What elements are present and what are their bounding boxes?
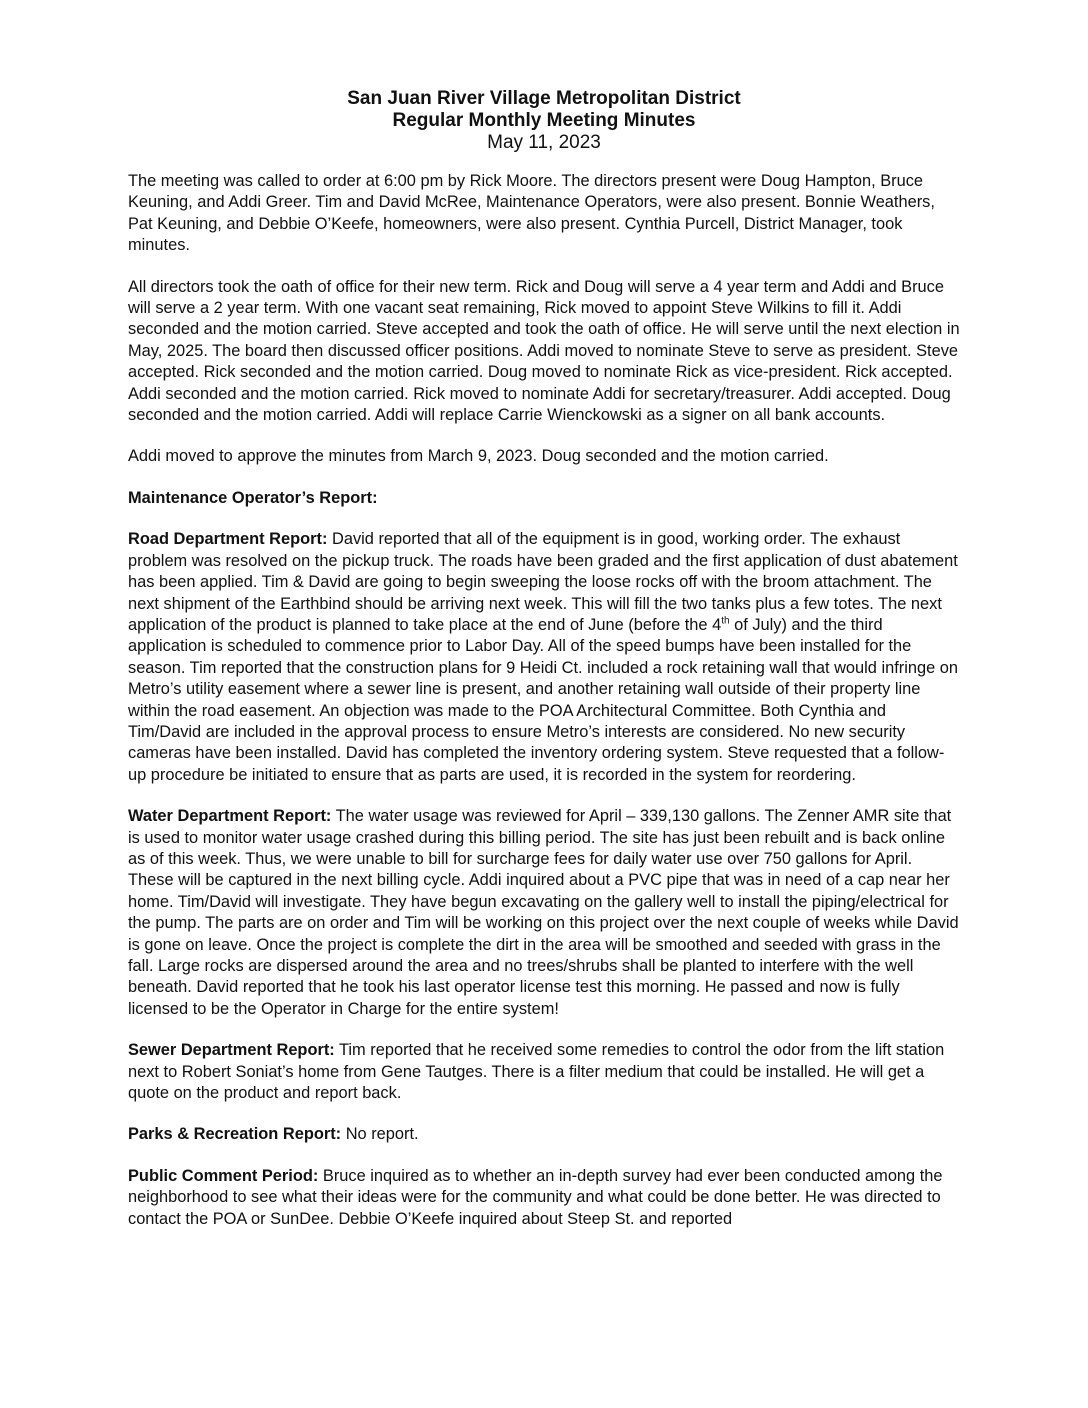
road-report-label: Road Department Report: bbox=[128, 530, 328, 549]
road-report-text-part1: David reported that all of the equipment is in good, working order. The exhaust problem was resolved on the pickup truck. The roads have been graded and the first application of dust abatement has been applied. Tim & David are going to begin sweeping the loose rocks off with the broom attachment. The next shipment of the Earthbind should be arriving next week. This will fill the two tanks plus a few totes. The next application of the product is planned to take place at the end of June (before the 4 bbox=[128, 530, 958, 634]
parks-recreation-report bbox=[128, 1124, 960, 1145]
water-report-text: The water usage was reviewed for April – 339,130 gallons. The Zenner AMR site that is used to monitor water usage crashed during this billing period. The site has just been rebuilt and is back online as of this week. Thus, we were unable to bill for surcharge fees for daily water use over 750 gallons for April. These will be captured in the next billing cycle. Addi inquired about a PVC pipe that was in need of a cap near her home. Tim/David will investigate. They have begun excavating on the gallery well to install the piping/electrical for the pump. The parts are on order and Tim will be working on this project over the next couple of weeks while David is gone on leave. Once the project is complete the dirt in the area will be smoothed and seeded with grass in the fall. Large rocks are dispersed around the area and no trees/shrubs shall be planted to interfere with the well beneath. David reported that he took his last operator license test this morning. He passed and now is fully licensed to be the Operator in Charge for the entire system! bbox=[128, 807, 959, 1018]
document-subtitle: Regular Monthly Meeting Minutes bbox=[392, 110, 696, 131]
water-department-report bbox=[128, 806, 960, 1020]
document-header bbox=[128, 88, 960, 154]
road-report-superscript: th bbox=[721, 615, 730, 627]
sewer-report-label: Sewer Department Report: bbox=[128, 1041, 335, 1060]
public-comment-section bbox=[128, 1166, 960, 1230]
oath-paragraph: All directors took the oath of office for their new term. Rick and Doug will serve a 4 year term and Addi and Bruce will serve a 2 year term. With one vacant seat remaining, Rick moved to appoint Steve Wilkins to fill it. Addi seconded and the motion carried. Steve accepted and took the oath of office. He will serve until the next election in May, 2025. The board then discussed officer positions. Addi moved to nominate Steve to serve as president. Steve accepted. Rick seconded and the motion carried. Doug moved to nominate Rick as vice-president. Rick accepted. Addi seconded and the motion carried. Rick moved to nominate Addi for secretary/treasurer. Addi accepted. Doug seconded and the motion carried. Addi will replace Carrie Wienckowski as a signer on all bank accounts. bbox=[128, 277, 960, 425]
minutes-approval-paragraph: Addi moved to approve the minutes from March 9, 2023. Doug seconded and the motion carried. bbox=[128, 447, 829, 466]
public-comment-label: Public Comment Period: bbox=[128, 1166, 319, 1185]
parks-report-text: No report. bbox=[341, 1125, 419, 1144]
opening-paragraph: The meeting was called to order at 6:00 pm by Rick Moore. The directors present were Doug Hampton, Bruce Keuning, and Addi Greer. Tim and David McRee, Maintenance Operators, were also present. Bonnie Weathers, Pat Keuning, and Debbie O’Keefe, homeowners, were also present. Cynthia Purcell, District Manager, took minutes. bbox=[128, 172, 935, 255]
public-comment-text: Bruce inquired as to whether an in-depth survey had ever been conducted among the neighborhood to see what their ideas were for the community and what could be done better. He was directed to contact the POA or SunDee. Debbie O’Keefe inquired about Steep St. and reported bbox=[128, 1166, 943, 1228]
maintenance-report-heading bbox=[128, 488, 960, 509]
document-title: San Juan River Village Metropolitan District bbox=[347, 88, 741, 109]
water-report-label: Water Department Report: bbox=[128, 807, 332, 826]
sewer-department-report bbox=[128, 1040, 960, 1104]
maintenance-report-label: Maintenance Operator’s Report: bbox=[128, 488, 378, 507]
sewer-report-text: Tim reported that he received some remedies to control the odor from the lift station next to Robert Soniat’s home from Gene Tautges. There is a filter medium that could be installed. He will get a quote on the product and report back. bbox=[128, 1041, 945, 1103]
road-report-text-part2: of July) and the third application is scheduled to commence prior to Labor Day. All of the speed bumps have been installed for the season. Tim reported that the construction plans for 9 Heidi Ct. included a rock retaining wall that would infringe on Metro’s utility easement where a sewer line is present, and another retaining wall outside of their property line within the road easement. An objection was made to the POA Architectural Committee. Both Cynthia and Tim/David are included in the approval process to ensure Metro’s interests are considered. No new security cameras have been installed. David has completed the inventory ordering system. Steve requested that a follow-up procedure be initiated to ensure that as parts are used, it is recorded in the system for reordering. bbox=[128, 615, 958, 784]
road-department-report bbox=[128, 529, 960, 786]
meeting-date: May 11, 2023 bbox=[487, 132, 601, 153]
parks-report-label: Parks & Recreation Report: bbox=[128, 1125, 342, 1144]
